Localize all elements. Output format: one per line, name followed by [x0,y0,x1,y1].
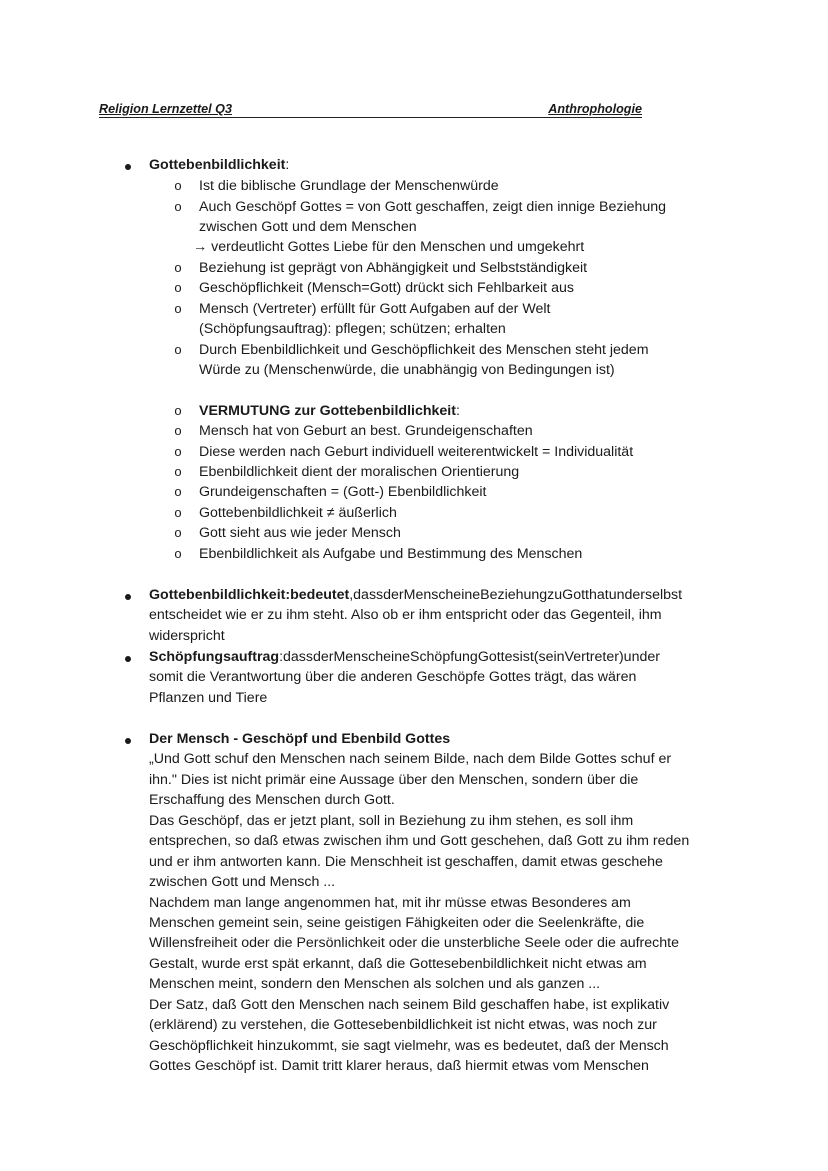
section3-line3: Pflanzen und Tiere [149,690,268,706]
header-course-title: Religion Lernzettel Q3 [99,102,232,116]
circle-bullet-icon: o [174,178,182,193]
paragraph-line: Gestalt, wurde erst spät erkannt, daß die Gottesebenbildlichkeit nicht etwas am [149,956,647,972]
list-item-continuation: zwischen Gott und dem Menschen [199,219,417,235]
list-item-continuation: (Schöpfungsauftrag): pflegen; schützen; erhalten [199,321,506,337]
paragraph-line: Geschöpflichkeit hinzukommt, sie sagt vielmehr, was es bedeutet, daß der Mensch [149,1038,669,1054]
list-item-arrow-note: → verdeutlicht Gottes Liebe für den Menschen und umgekehrt [193,239,585,255]
bullet-icon [121,730,135,750]
list-item: Ebenbildlichkeit dient der moralischen Orientierung [199,464,520,480]
list-item: Ebenbildlichkeit als Aufgabe und Bestimmung des Menschen [199,546,583,562]
section3-term: Schöpfungsauftrag [149,649,280,665]
section4-title [149,729,450,749]
paragraph-line: Nachdem man lange angenommen hat, mit ihr müsse etwas Besonderes am [149,895,631,911]
list-item-continuation: Würde zu (Menschenwürde, die unabhängig von Bedingungen ist) [199,362,615,378]
list-item: Geschöpflichkeit (Mensch=Gott) drückt sich Fehlbarkeit aus [199,280,574,296]
circle-bullet-icon: o [174,280,182,295]
list-item: Durch Ebenbildlichkeit und Geschöpflichkeit des Menschen steht jedem [199,342,649,358]
list-item: Beziehung ist geprägt von Abhängigkeit und Selbstständigkeit [199,260,588,276]
vermutung-heading [199,401,460,421]
circle-bullet-icon: o [174,546,182,561]
section3-line2: somit die Verantwortung über die anderen Geschöpfe Gottes trägt, das wären [149,669,637,685]
paragraph-line: Menschen meint, sondern den Menschen als solchen und als ganzen ... [149,976,601,992]
paragraph-line: (erklärend) zu verstehen, die Gottesebenbildlichkeit ist nicht etwas, was noch zur [149,1017,657,1033]
bullet-icon [121,156,135,176]
bullet-icon [121,648,135,668]
circle-bullet-icon: o [174,525,182,540]
section3-line1-text: :dassderMenscheineSchöpfungGottesist(seinVertreter)under [279,649,660,665]
section2-term: Gottebenbildlichkeit:bedeutet [149,587,350,603]
header-topic-title: Anthrophologie [548,102,642,116]
section1-heading [149,155,289,175]
circle-bullet-icon: o [174,423,182,438]
paragraph-line: Menschen gemeint sein, seine geistigen Fähigkeiten oder die Seelenkräfte, die [149,915,645,931]
vermutung-title: VERMUTUNG zur Gottebenbildlichkeit [199,403,456,419]
section3-line1 [149,647,660,667]
list-item: Diese werden nach Geburt individuell weiterentwickelt = Individualität [199,444,634,460]
list-item: Auch Geschöpf Gottes = von Gott geschaffen, zeigt dien innige Beziehung [199,199,667,215]
circle-bullet-icon: o [174,342,182,357]
circle-bullet-icon: o [174,301,182,316]
circle-bullet-icon: o [174,444,182,459]
section2-line3: widerspricht [149,628,225,644]
paragraph-line: Gottes Geschöpf ist. Damit tritt klarer heraus, daß hiermit etwas vom Menschen [149,1058,649,1074]
bullet-icon [121,586,135,606]
vermutung-colon: : [455,403,460,419]
paragraph-line: und er ihm antworten kann. Die Menschheit ist geschaffen, damit etwas geschehe [149,854,663,870]
paragraph-line: „Und Gott schuf den Menschen nach seinem Bilde, nach dem Bilde Gottes schuf er [149,751,672,767]
section2-line2: entscheidet wie er zu ihm steht. Also ob er ihm entspricht oder das Gegenteil, ihm [149,607,662,623]
paragraph-line: Der Satz, daß Gott den Menschen nach seinem Bild geschaffen habe, ist explikativ [149,997,670,1013]
paragraph-line: ihn." Dies ist nicht primär eine Aussage über den Menschen, sondern über die [149,772,639,788]
list-item: Gottebenbildlichkeit ≠ äußerlich [199,505,397,521]
circle-bullet-icon: o [174,260,182,275]
paragraph-line: zwischen Gott und Mensch ... [149,874,336,890]
paragraph-line: Erschaffung des Menschen durch Gott. [149,792,395,808]
paragraph-line: Das Geschöpf, das er jetzt plant, soll in Beziehung zu ihm stehen, es soll ihm [149,813,634,829]
circle-bullet-icon: o [174,505,182,520]
section2-line1 [149,585,682,605]
list-item: Gott sieht aus wie jeder Mensch [199,525,401,541]
circle-bullet-icon: o [174,464,182,479]
circle-bullet-icon: o [174,199,182,214]
list-item: Grundeigenschaften = (Gott-) Ebenbildlichkeit [199,484,487,500]
circle-bullet-icon: o [174,403,182,418]
section1-colon: : [285,157,290,173]
list-item: Mensch hat von Geburt an best. Grundeigenschaften [199,423,533,439]
section2-line1-text: ,dassderMenscheineBeziehungzuGotthatunderselbst [349,587,683,603]
paragraph-line: entsprechen, so daß etwas zwischen ihm und Gott geschehen, daß Gott zu ihm reden [149,833,690,849]
section4-title-text: Der Mensch - Geschöpf und Ebenbild Gottes [149,731,451,747]
paragraph-line: Willensfreiheit oder die Persönlichkeit oder die unsterbliche Seele oder die aufrechte [149,935,679,951]
section1-title: Gottebenbildlichkeit [149,157,286,173]
document-header [99,101,642,118]
circle-bullet-icon: o [174,484,182,499]
list-item: Mensch (Vertreter) erfüllt für Gott Aufgaben auf der Welt [199,301,551,317]
list-item: Ist die biblische Grundlage der Menschenwürde [199,178,499,194]
